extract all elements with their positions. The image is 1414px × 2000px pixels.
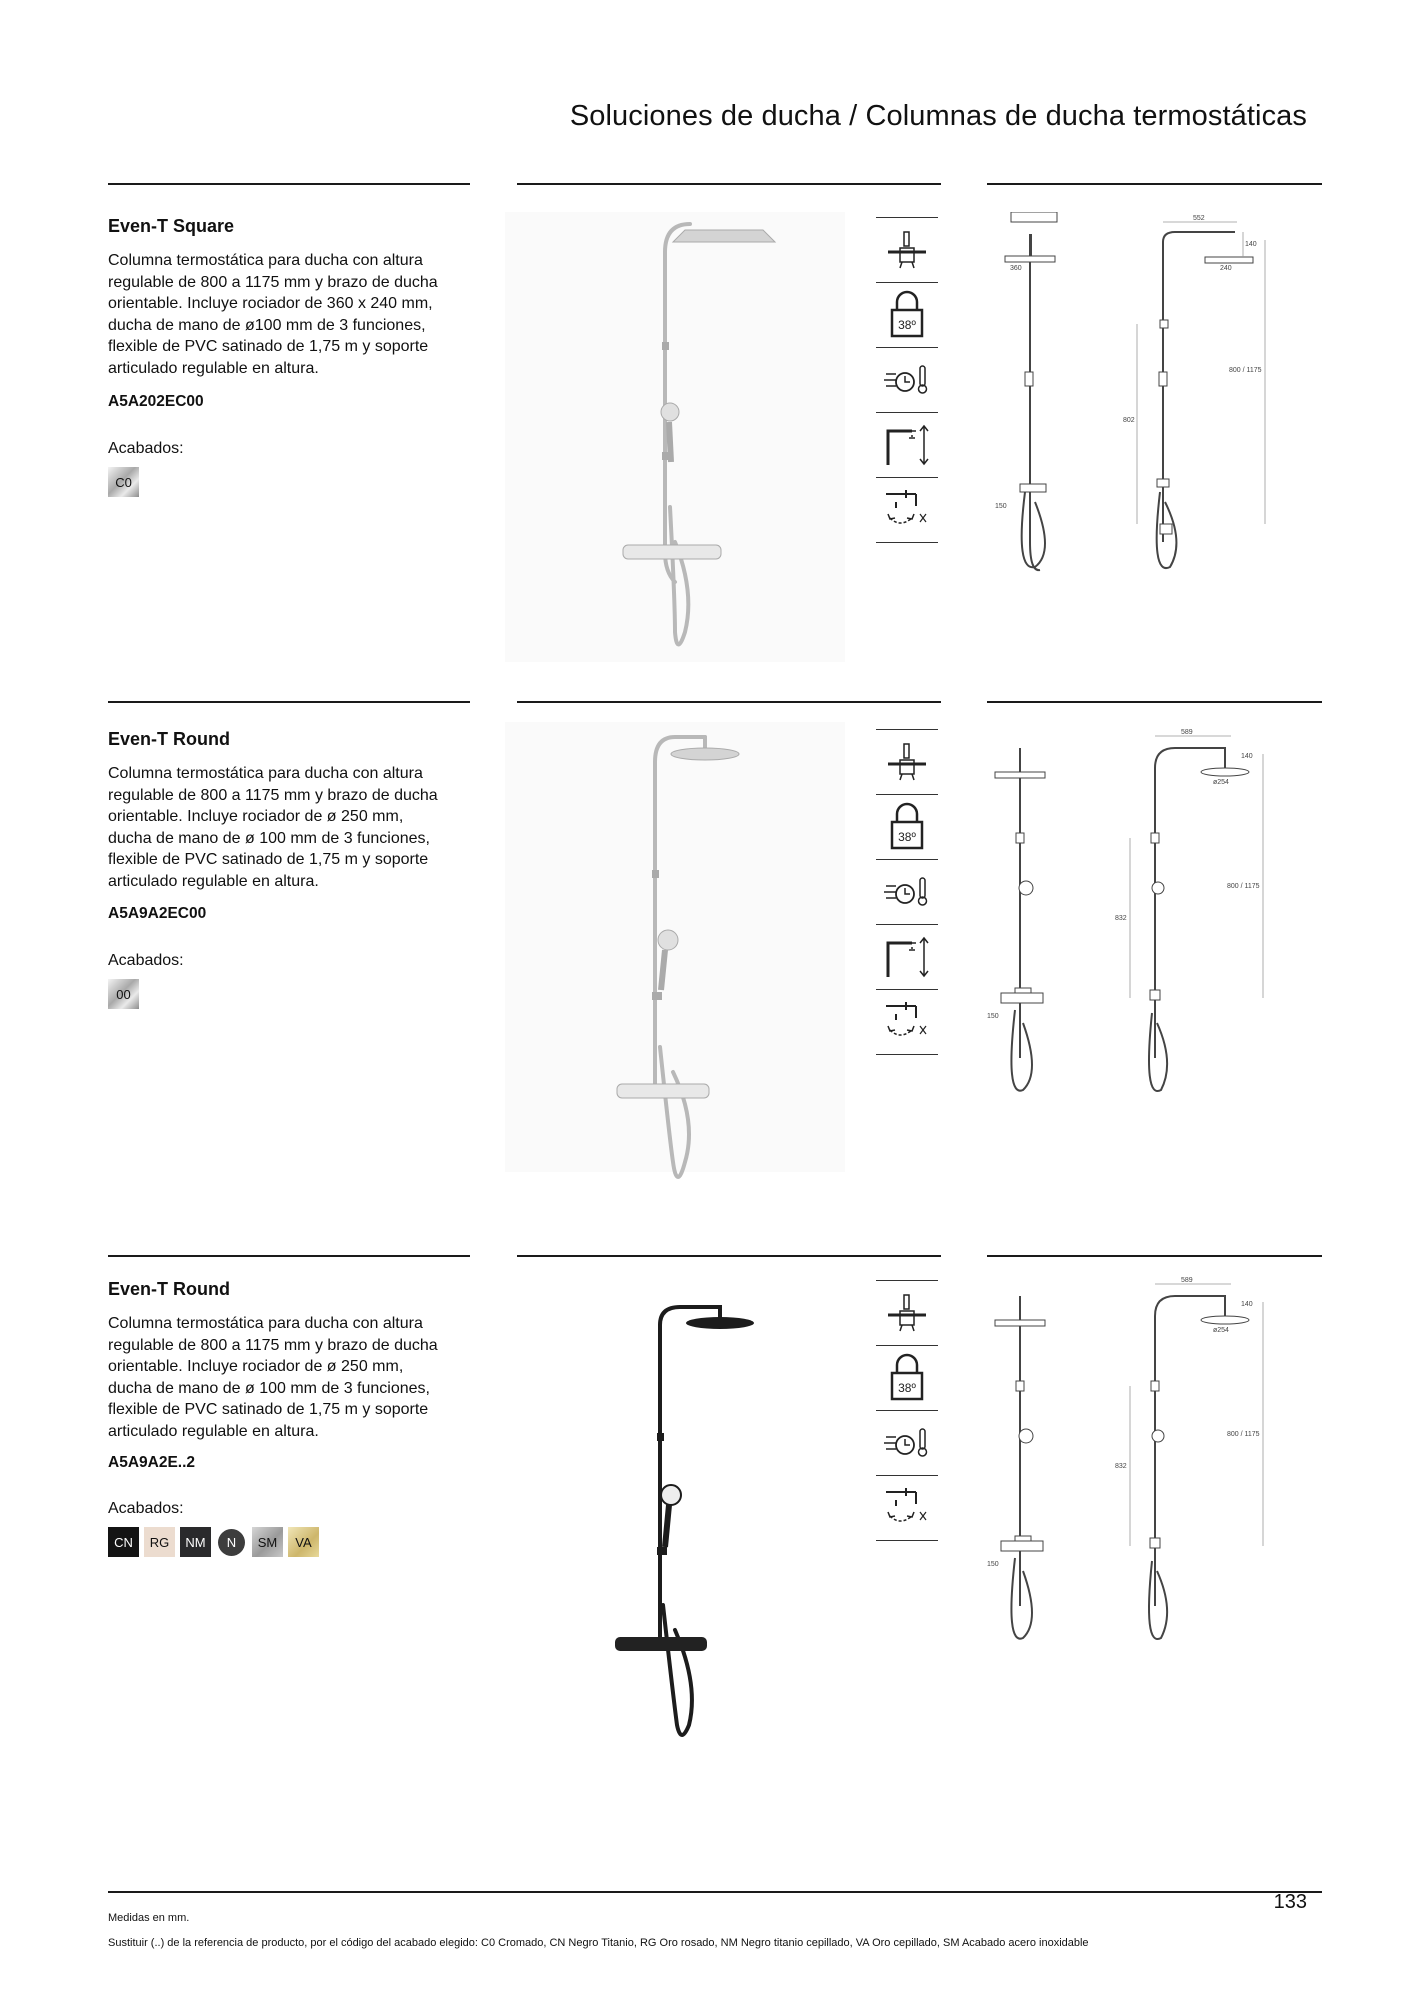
finish-swatch[interactable]: NM — [180, 1527, 211, 1557]
page-number: 133 — [1273, 1891, 1307, 1913]
page-title: Soluciones de ducha / Columnas de ducha termostáticas — [569, 100, 1307, 132]
rule-drawing-1 — [987, 183, 1322, 185]
rule-text-1 — [108, 183, 470, 185]
finishes-label: Acabados: — [108, 440, 184, 457]
rule-photo-3 — [517, 1255, 941, 1257]
svg-text:ø254: ø254 — [1213, 1327, 1229, 1334]
finish-swatches — [108, 979, 139, 1009]
footer-rule — [108, 1891, 1322, 1893]
eco-flow-temperature-icon — [876, 348, 938, 413]
product-name: Even-T Round — [108, 729, 230, 749]
thermostat-valve-icon — [876, 217, 938, 283]
units-note: Medidas en mm. — [108, 1912, 190, 1924]
feature-icons — [876, 729, 938, 1055]
finish-swatch[interactable]: N — [216, 1527, 247, 1557]
finish-swatch[interactable]: CN — [108, 1527, 139, 1557]
technical-drawing — [975, 212, 1275, 592]
rule-drawing-2 — [987, 701, 1322, 703]
svg-text:150: 150 — [995, 503, 1007, 510]
swivel-arm-icon — [876, 1476, 938, 1541]
safety-lock-38-icon — [876, 795, 938, 860]
eco-flow-temperature-icon — [876, 1411, 938, 1476]
product-description: Columna termostática para ducha con altura regulable de 800 a 1175 mm y brazo de ducha orientable. Incluye rociador de ø 250 mm, ducha de mano de ø 100 mm de 3 funciones, flexible de PVC satinado de 1,75 m y soporte articulado regulable en altura. — [108, 1315, 438, 1440]
svg-text:800 / 1175: 800 / 1175 — [1227, 883, 1260, 890]
svg-text:240: 240 — [1220, 265, 1232, 272]
finish-codes-note: Sustituir (..) de la referencia de producto, por el código del acabado elegido: C0 Cromado, CN Negro Titanio, RG Oro rosado, NM Negro titanio cepillado, VA Oro cepillado, SM Acabado acero inoxidable — [108, 1937, 1089, 1949]
svg-text:360: 360 — [1010, 265, 1022, 272]
finishes-label: Acabados: — [108, 1500, 184, 1517]
feature-icons — [876, 1280, 938, 1541]
swivel-arm-icon — [876, 478, 938, 543]
safety-lock-38-icon — [876, 1346, 938, 1411]
product-name: Even-T Round — [108, 1279, 230, 1299]
svg-text:552: 552 — [1193, 215, 1205, 222]
finishes-label: Acabados: — [108, 952, 184, 969]
finish-swatches — [108, 1527, 319, 1557]
product-reference: A5A9A2E..2 — [108, 1454, 196, 1471]
technical-drawing — [975, 728, 1275, 1108]
finish-swatches — [108, 467, 139, 497]
feature-icons — [876, 217, 938, 543]
height-adjustable-icon — [876, 413, 938, 478]
svg-text:140: 140 — [1245, 241, 1257, 248]
rule-photo-2 — [517, 701, 941, 703]
finish-swatch[interactable]: C0 — [108, 467, 139, 497]
finish-swatch[interactable]: SM — [252, 1527, 283, 1557]
product-photo — [505, 212, 845, 662]
technical-drawing — [975, 1276, 1275, 1656]
svg-text:38º: 38º — [898, 830, 916, 844]
svg-text:832: 832 — [1115, 1463, 1127, 1470]
product-name: Even-T Square — [108, 216, 235, 236]
thermostat-valve-icon — [876, 729, 938, 795]
svg-text:589: 589 — [1181, 1277, 1193, 1284]
svg-text:832: 832 — [1115, 915, 1127, 922]
product-description: Columna termostática para ducha con altura regulable de 800 a 1175 mm y brazo de ducha orientable. Incluye rociador de 360 x 240 mm, ducha de mano de ø100 mm de 3 funciones, flexible de PVC satinado de 1,75 m y soporte articulado regulable en altura. — [108, 252, 438, 377]
rule-drawing-3 — [987, 1255, 1322, 1257]
thermostat-valve-icon — [876, 1280, 938, 1346]
product-reference: A5A202EC00 — [108, 393, 204, 410]
rule-photo-1 — [517, 183, 941, 185]
svg-text:38º: 38º — [898, 318, 916, 332]
finish-swatch[interactable]: VA — [288, 1527, 319, 1557]
swivel-arm-icon — [876, 990, 938, 1055]
rule-text-3 — [108, 1255, 470, 1257]
svg-text:802: 802 — [1123, 417, 1135, 424]
product-reference: A5A9A2EC00 — [108, 905, 207, 922]
svg-text:ø254: ø254 — [1213, 779, 1229, 786]
svg-text:800 / 1175: 800 / 1175 — [1227, 1431, 1260, 1438]
height-adjustable-icon — [876, 925, 938, 990]
product-photo — [505, 1285, 845, 1735]
svg-text:140: 140 — [1241, 1301, 1253, 1308]
rule-text-2 — [108, 701, 470, 703]
safety-lock-38-icon — [876, 283, 938, 348]
product-photo — [505, 722, 845, 1172]
product-description: Columna termostática para ducha con altura regulable de 800 a 1175 mm y brazo de ducha orientable. Incluye rociador de ø 250 mm, ducha de mano de ø 100 mm de 3 funciones, flexible de PVC satinado de 1,75 m y soporte articulado regulable en altura. — [108, 765, 438, 890]
finish-swatch[interactable]: 00 — [108, 979, 139, 1009]
eco-flow-temperature-icon — [876, 860, 938, 925]
svg-text:140: 140 — [1241, 753, 1253, 760]
finish-swatch[interactable]: RG — [144, 1527, 175, 1557]
svg-text:150: 150 — [987, 1561, 999, 1568]
svg-text:589: 589 — [1181, 729, 1193, 736]
svg-text:800 / 1175: 800 / 1175 — [1229, 367, 1262, 374]
svg-text:38º: 38º — [898, 1381, 916, 1395]
svg-text:150: 150 — [987, 1013, 999, 1020]
